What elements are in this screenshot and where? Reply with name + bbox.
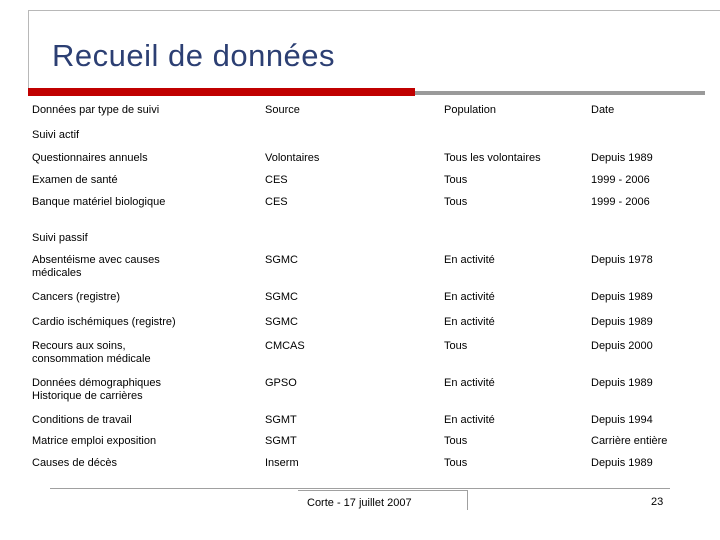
cell-date: Carrière entière bbox=[591, 435, 668, 447]
cell-type: Causes de décès bbox=[32, 457, 117, 469]
header-type: Données par type de suivi bbox=[32, 104, 160, 116]
cell-source: SGMC bbox=[265, 291, 298, 303]
title-underline-red bbox=[28, 88, 415, 96]
cell-population: Tous bbox=[444, 457, 468, 469]
cell-source: SGMT bbox=[265, 435, 297, 447]
cell-date: 1999 - 2006 bbox=[591, 174, 650, 186]
section-label-passive: Suivi passif bbox=[32, 232, 88, 244]
page-number: 23 bbox=[651, 496, 664, 508]
cell-population: Tous bbox=[444, 174, 468, 186]
cell-type: Données démographiques Historique de carrières bbox=[32, 377, 162, 402]
section-label-active: Suivi actif bbox=[32, 129, 80, 141]
cell-population: Tous les volontaires bbox=[444, 152, 541, 164]
frame-top-line bbox=[28, 10, 720, 11]
cell-population: En activité bbox=[444, 377, 495, 389]
cell-population: En activité bbox=[444, 414, 495, 426]
cell-date: Depuis 1989 bbox=[591, 377, 653, 389]
cell-date: Depuis 1989 bbox=[591, 291, 653, 303]
cell-source: Inserm bbox=[265, 457, 299, 469]
cell-type: Recours aux soins, consommation médicale bbox=[32, 340, 151, 365]
cell-date: 1999 - 2006 bbox=[591, 196, 650, 208]
cell-date: Depuis 1994 bbox=[591, 414, 653, 426]
cell-population: En activité bbox=[444, 254, 495, 266]
footer-divider bbox=[50, 488, 670, 489]
header-date: Date bbox=[591, 104, 615, 116]
cell-type: Absentéisme avec causes médicales bbox=[32, 254, 160, 279]
cell-population: Tous bbox=[444, 196, 468, 208]
cell-population: En activité bbox=[444, 316, 495, 328]
cell-population: En activité bbox=[444, 291, 495, 303]
cell-population: Tous bbox=[444, 435, 468, 447]
footer-text: Corte - 17 juillet 2007 bbox=[307, 497, 412, 509]
cell-type: Conditions de travail bbox=[32, 414, 132, 426]
cell-date: Depuis 1989 bbox=[591, 152, 653, 164]
cell-source: SGMC bbox=[265, 254, 298, 266]
cell-date: Depuis 1989 bbox=[591, 316, 653, 328]
cell-type: Cardio ischémiques (registre) bbox=[32, 316, 176, 328]
cell-source: CMCAS bbox=[265, 340, 305, 352]
page-title: Recueil de données bbox=[52, 38, 336, 73]
cell-source: Volontaires bbox=[265, 152, 320, 164]
title-underline-grey bbox=[415, 91, 705, 95]
footer-box bbox=[298, 490, 468, 510]
cell-type: Examen de santé bbox=[32, 174, 118, 186]
cell-type: Matrice emploi exposition bbox=[32, 435, 157, 447]
cell-type: Questionnaires annuels bbox=[32, 152, 148, 164]
cell-type: Cancers (registre) bbox=[32, 291, 121, 303]
header-population: Population bbox=[444, 104, 496, 116]
cell-source: GPSO bbox=[265, 377, 297, 389]
header-source: Source bbox=[265, 104, 300, 116]
cell-type: Banque matériel biologique bbox=[32, 196, 166, 208]
cell-date: Depuis 1978 bbox=[591, 254, 653, 266]
cell-source: CES bbox=[265, 174, 288, 186]
frame-left-line bbox=[28, 10, 29, 90]
cell-population: Tous bbox=[444, 340, 468, 352]
cell-source: CES bbox=[265, 196, 288, 208]
cell-source: SGMC bbox=[265, 316, 298, 328]
cell-date: Depuis 2000 bbox=[591, 340, 653, 352]
cell-date: Depuis 1989 bbox=[591, 457, 653, 469]
cell-source: SGMT bbox=[265, 414, 297, 426]
